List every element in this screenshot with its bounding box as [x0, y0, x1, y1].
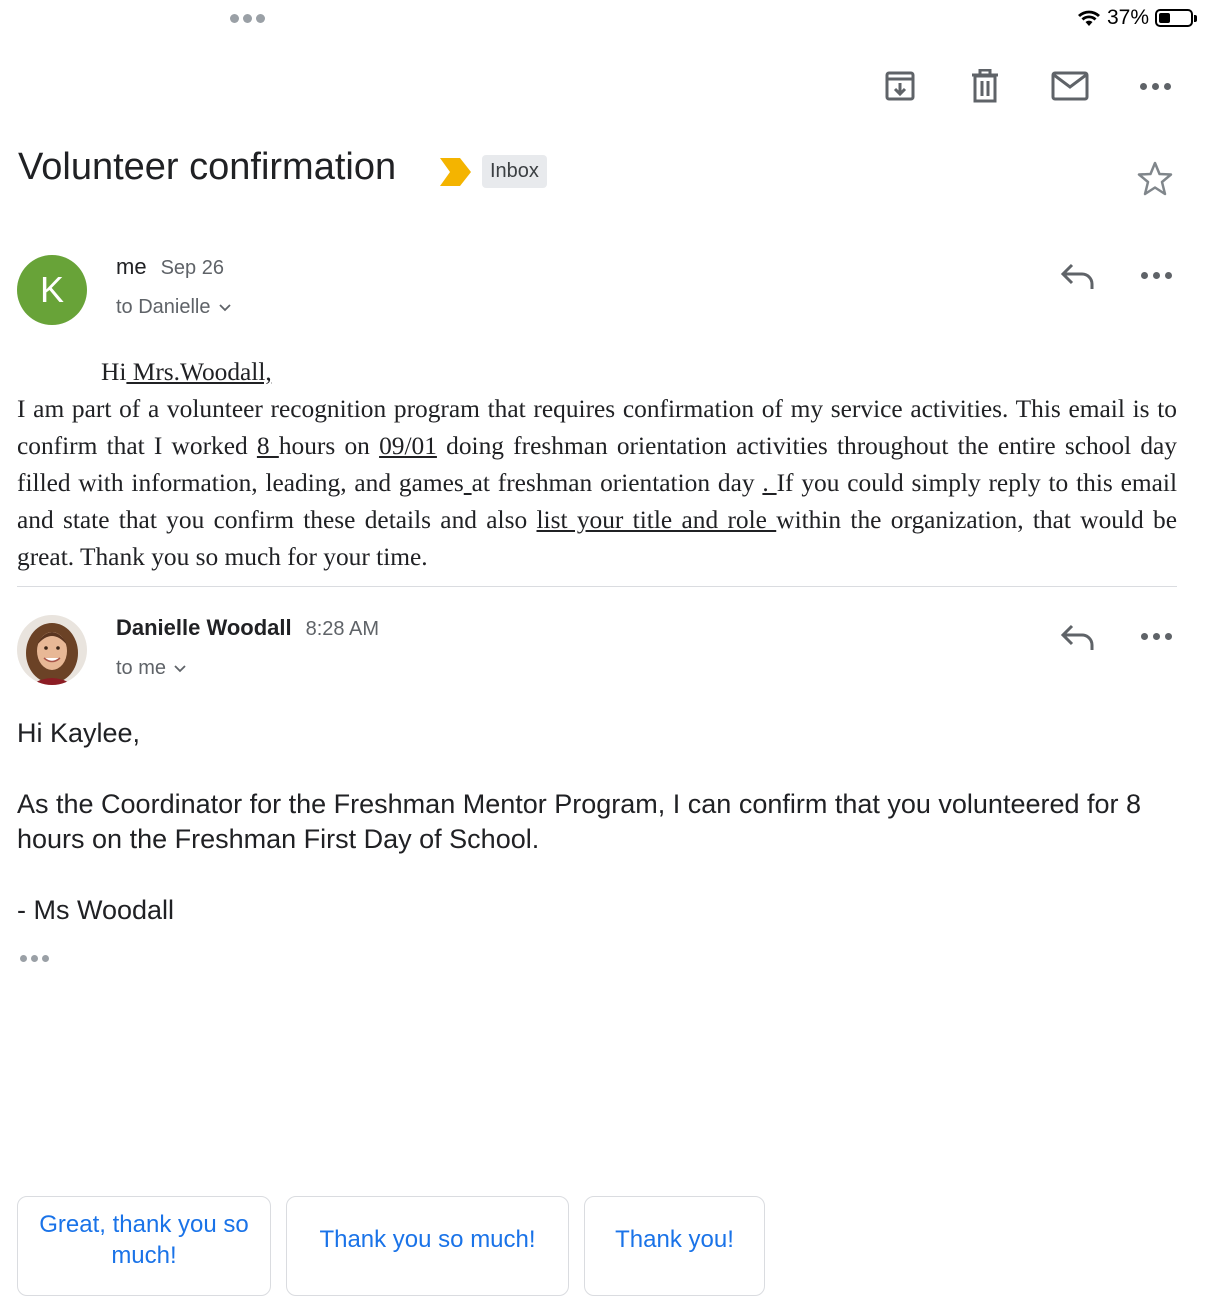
- message-header: [116, 254, 224, 280]
- body-text-2: hours on: [278, 432, 380, 460]
- message-more-icon[interactable]: [1141, 633, 1172, 640]
- avatar[interactable]: [17, 615, 87, 685]
- chevron-down-icon: [174, 665, 186, 673]
- underlined-period: .: [762, 469, 777, 497]
- greeting-name: Mrs.Woodall,: [126, 358, 272, 386]
- status-bar: [1077, 6, 1193, 30]
- chevron-down-icon: [219, 304, 231, 312]
- smart-reply-button[interactable]: Great, thank you so much!: [17, 1196, 271, 1296]
- wifi-icon: [1077, 9, 1101, 27]
- trash-icon[interactable]: [965, 66, 1005, 106]
- sender-name: me: [116, 254, 147, 279]
- hours-value: 8: [256, 432, 279, 460]
- battery-percent: 37%: [1106, 6, 1149, 29]
- body-paragraph: [17, 391, 1177, 576]
- body-text-5: If you could simply reply to this email and state that you confirm these details and also: [17, 469, 1177, 534]
- smart-reply-button[interactable]: Thank you!: [584, 1196, 765, 1296]
- message-date: 8:28 AM: [305, 618, 380, 640]
- smart-reply-button[interactable]: Thank you so much!: [286, 1196, 569, 1296]
- archive-icon[interactable]: [880, 66, 920, 106]
- show-trimmed-content-icon[interactable]: [20, 955, 49, 962]
- body-text-6: within the organization, that would be great. Thank you so much for your time.: [17, 506, 1177, 571]
- avatar[interactable]: K: [17, 255, 87, 325]
- message-header: [116, 615, 379, 641]
- greeting: [17, 354, 1177, 391]
- importance-marker-icon[interactable]: [440, 158, 472, 186]
- greeting-hi: Hi: [101, 358, 127, 386]
- more-icon[interactable]: [1135, 66, 1175, 106]
- underlined-request: list your title and role: [536, 506, 777, 534]
- message-more-icon[interactable]: [1141, 272, 1172, 279]
- recipients-text: to Danielle: [116, 296, 211, 318]
- message-date: Sep 26: [160, 257, 224, 279]
- body-text-1: I am part of a volunteer recognition program that requires confirmation of my service activities. This email is to confirm that I worked: [17, 395, 1177, 460]
- reply-paragraph: As the Coordinator for the Freshman Mentor Program, I can confirm that you volunteered for 8 hours on the Freshman First Day of School.: [17, 789, 1142, 854]
- recipients-text: to me: [116, 657, 167, 679]
- multitasking-dots[interactable]: [230, 14, 265, 23]
- reply-icon[interactable]: [1060, 262, 1096, 292]
- email-subject: Volunteer confirmation: [18, 146, 397, 188]
- reply-signature: - Ms Woodall: [17, 895, 175, 925]
- star-icon[interactable]: [1136, 160, 1174, 198]
- reply-icon[interactable]: [1060, 623, 1096, 653]
- mark-unread-icon[interactable]: [1050, 66, 1090, 106]
- battery-icon: [1155, 9, 1193, 27]
- battery-fill: [1159, 13, 1170, 23]
- body-text-3: doing freshman orientation activities throughout the entire school day filled with information, leading, and games: [17, 432, 1177, 497]
- sender-name: Danielle Woodall: [116, 615, 292, 640]
- body-text-4: at freshman orientation day: [471, 469, 763, 497]
- recipients-toggle[interactable]: [116, 296, 231, 319]
- underlined-gap: [464, 469, 472, 497]
- reply-greeting: Hi Kaylee,: [17, 718, 141, 748]
- message-body: [17, 354, 1177, 576]
- date-value: 09/01: [379, 432, 437, 460]
- message-divider: [17, 586, 1177, 587]
- recipients-toggle[interactable]: [116, 657, 186, 680]
- inbox-label-chip[interactable]: Inbox: [482, 155, 547, 188]
